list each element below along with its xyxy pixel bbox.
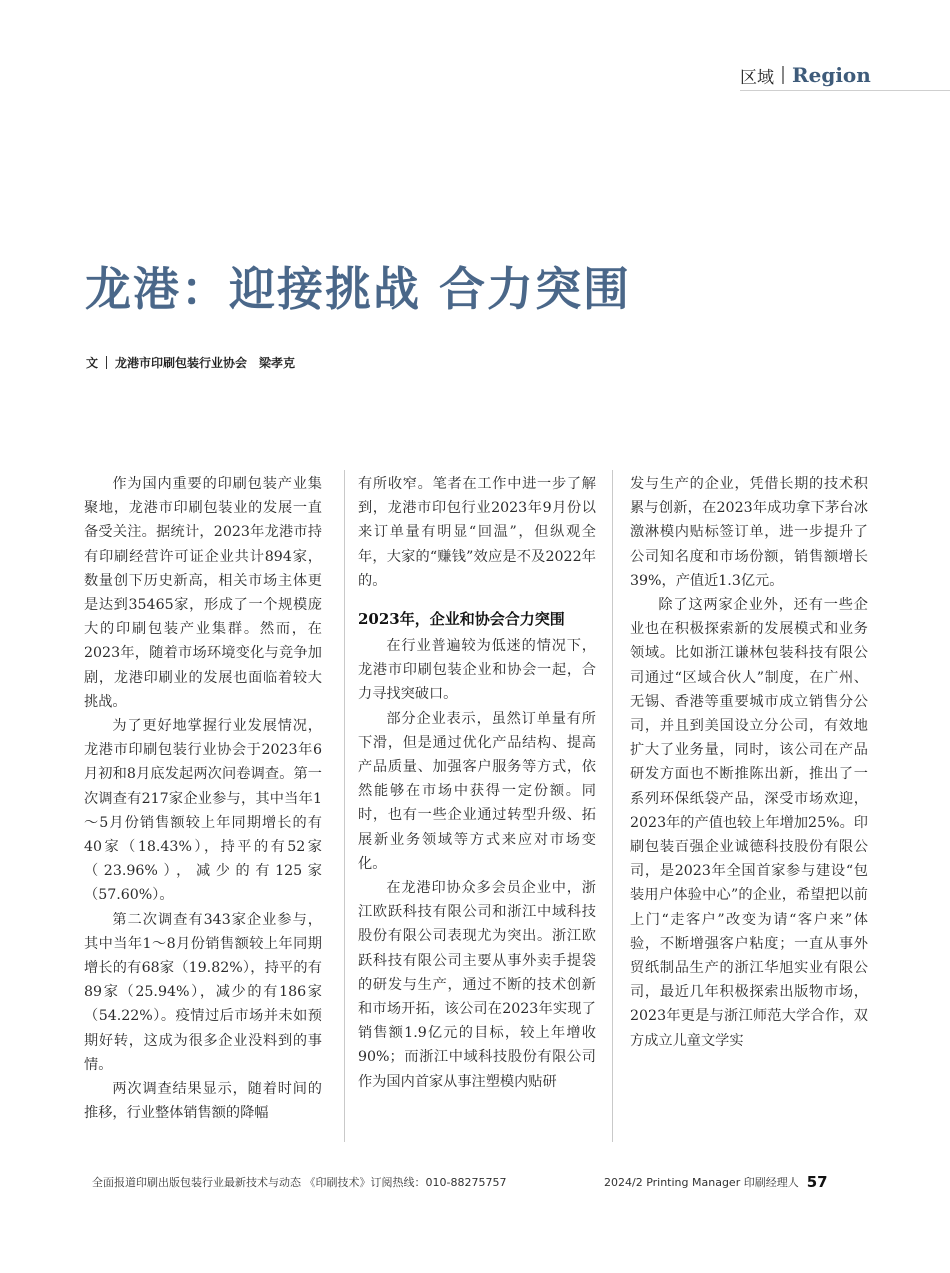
paragraph: 发与生产的企业，凭借长期的技术积累与创新，在2023年成功拿下茅台冰激淋模内贴标签订单，进一步提升了公司知名度和市场份额，销售额增长39%，产值近1.3亿元。: [630, 476, 868, 589]
section-label-en: Region: [792, 63, 871, 87]
article-column-3: [630, 472, 868, 1053]
footer-left: [92, 1170, 506, 1194]
footer-right: [604, 1170, 828, 1194]
footer-tagline: 全面报道印刷出版包装行业最新技术与动态 《印刷技术》订阅热线：010-88275757: [92, 1176, 507, 1189]
paragraph: 除了这两家企业外，还有一些企业也在积极探索新的发展模式和业务领域。比如浙江谦林包装科技有限公司通过“区域合伙人”制度，在广州、无锡、香港等重要城市成立销售分公司，并且到美国设立分公司，有效地扩大了业务量，同时，该公司在产品研发方面也不断推陈出新，推出了一系列环保纸袋产品，深受市场欢迎，2023年的产值也较上年增加25%。印刷包装百强企业诚德科技股份有限公司，是2023年全国首家参与建设“包装用户体验中心”的企业，希望把以前上门“走客户”改变为请“客户来”体验，不断增强客户粘度；一直从事外贸纸制品生产的浙江华旭实业有限公司，最近几年积极探索出版物市场，2023年更是与浙江师范大学合作，双方成立儿童文学实: [630, 597, 868, 1049]
footer-issue: 2024/2 Printing Manager 印刷经理人: [604, 1176, 799, 1189]
byline-prefix: 文: [86, 356, 99, 370]
article-column-2: [358, 472, 596, 1094]
byline-author: 梁孝克: [259, 356, 296, 370]
section-divider: [782, 66, 784, 84]
paragraph: 部分企业表示，虽然订单量有所下滑，但是通过优化产品结构、提高产品质量、加强客户服务等方式，依然能够在市场中获得一定份额。同时，也有一些企业通过转型升级、拓展新业务领域等方式来应对市场变化。: [358, 710, 596, 872]
header-rule: [740, 90, 950, 91]
column-rule-1: [344, 470, 345, 1142]
article-title: 龙港：迎接挑战 合力突围: [85, 262, 632, 316]
paragraph: 两次调查结果显示，随着时间的推移，行业整体销售额的降幅: [84, 1081, 322, 1122]
paragraph: 在行业普遍较为低迷的情况下，龙港市印刷包装企业和协会一起，合力寻找突破口。: [358, 638, 596, 703]
byline-divider: [106, 356, 107, 369]
article-column-1: [84, 472, 322, 1125]
paragraph: 为了更好地掌握行业发展情况，龙港市印刷包装行业协会于2023年6月初和8月底发起两次问卷调查。第一次调查有217家企业参与，其中当年1～5月份销售额较上年同期增长的有40家（18.43%），持平的有52家（23.96%），减少的有125家（57.60%）。: [84, 718, 322, 904]
byline-org: 龙港市印刷包装行业协会: [115, 356, 248, 370]
section-header: [740, 58, 871, 92]
section-label-cn: 区域: [740, 67, 774, 88]
column-rule-2: [612, 470, 613, 1142]
byline: [86, 354, 295, 371]
paragraph: 有所收窄。笔者在工作中进一步了解到，龙港市印包行业2023年9月份以来订单量有明显“回温”，但纵观全年，大家的“赚钱”效应是不及2022年的。: [358, 476, 596, 589]
page-number: 57: [806, 1173, 828, 1191]
paragraph: 第二次调查有343家企业参与，其中当年1～8月份销售额较上年同期增长的有68家（19.82%），持平的有89家（25.94%），减少的有186家（54.22%）。疫情过后市场并未如预期好转，这成为很多企业没料到的事情。: [84, 911, 322, 1073]
paragraph: 在龙港印协众多会员企业中，浙江欧跃科技有限公司和浙江中域科技股份有限公司表现尤为突出。浙江欧跃科技有限公司主要从事外卖手提袋的研发与生产，通过不断的技术创新和市场开拓，该公司在2023年实现了销售额1.9亿元的目标，较上年增收90%；而浙江中域科技股份有限公司作为国内首家从事注塑模内贴研: [358, 880, 596, 1090]
section-heading: 2023年，企业和协会合力突围: [358, 610, 565, 629]
paragraph: 作为国内重要的印刷包装产业集聚地，龙港市印刷包装业的发展一直备受关注。据统计，2023年龙港市持有印刷经营许可证企业共计894家，数量创下历史新高，相关市场主体更是达到35465家，形成了一个规模庞大的印刷包装产业集群。然而，在2023年，随着市场环境变化与竞争加剧，龙港印刷业的发展也面临着较大挑战。: [84, 476, 322, 710]
